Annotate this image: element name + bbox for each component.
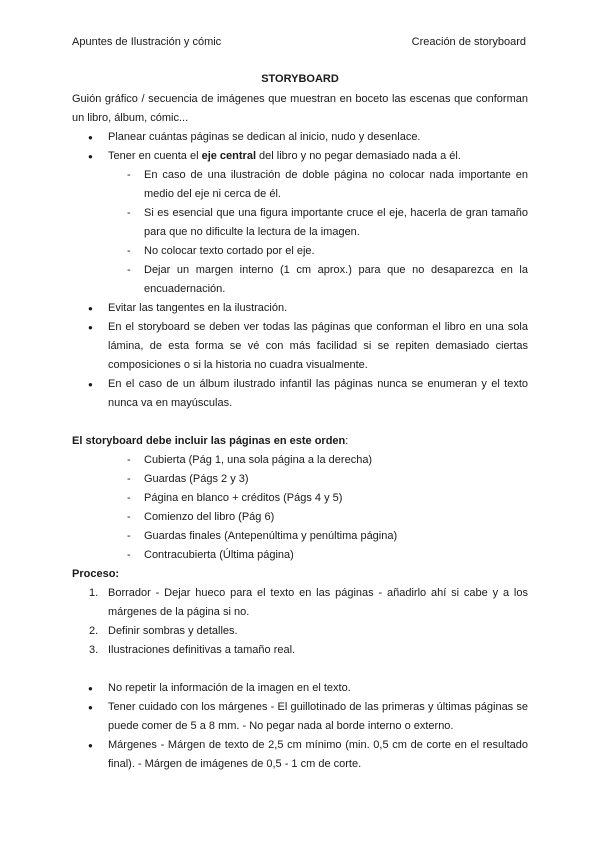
list-item: - No colocar texto cortado por el eje. (72, 242, 528, 261)
list-item: - Guardas finales (Antepenúltima y penúltima página) (72, 527, 528, 546)
bullet-list-1 (72, 128, 528, 166)
spacer (72, 413, 528, 432)
item-number: 2. (89, 625, 99, 637)
list-item: - Dejar un margen interno (1 cm aprox.) para que no desaparezca en la encuadernación. (72, 261, 528, 299)
list-item: - Cubierta (Pág 1, una sola página a la derecha) (72, 451, 528, 470)
orden-heading-text: El storyboard debe incluir las páginas en este orden (72, 435, 346, 447)
bullet-list-2 (72, 299, 528, 413)
document-body (72, 70, 528, 774)
page-title: STORYBOARD (261, 73, 339, 85)
item-number: 1. (89, 587, 99, 599)
bullet-list-3 (72, 679, 528, 774)
eje-sub-list (72, 166, 528, 299)
item-text: Borrador - Dejar hueco para el texto en las páginas - añadirlo ahí si cabe y a los márgenes de la página si no. (108, 587, 528, 618)
orden-list (72, 451, 528, 565)
list-item: - Guardas (Págs 2 y 3) (72, 470, 528, 489)
list-item (72, 622, 528, 641)
item-number: 3. (89, 644, 99, 656)
proceso-heading: Proceso: (72, 568, 120, 580)
header-right: Creación de storyboard (411, 36, 526, 48)
list-item: ● En el storyboard se deben ver todas las páginas que conforman el libro en una sola lámina, de esta forma se vé con más facilidad si se repiten demasiado ciertas composiciones o si la historia no cuadra visualmente. (72, 318, 528, 375)
orden-heading (72, 432, 528, 451)
eje-post: del libro y no pegar demasiado nada a él. (256, 150, 461, 162)
list-item: ● Evitar las tangentes en la ilustración. (72, 299, 528, 318)
intro-paragraph: Guión gráfico / secuencia de imágenes que muestran en boceto las escenas que conforman un libro, álbum, cómic... (72, 93, 528, 124)
item-text: Ilustraciones definitivas a tamaño real. (108, 644, 296, 656)
eje-bold: eje central (201, 150, 256, 162)
header-left: Apuntes de Ilustración y cómic (72, 36, 222, 48)
list-item (72, 584, 528, 622)
proceso-list (72, 584, 528, 660)
list-item: ● Márgenes - Márgen de texto de 2,5 cm mínimo (min. 0,5 cm de corte en el resultado final). - Márgen de imágenes de 0,5 - 1 cm de corte. (72, 736, 528, 774)
orden-heading-colon: : (345, 435, 349, 447)
list-item (72, 641, 528, 660)
list-item: ● En el caso de un álbum ilustrado infantil las páginas nunca se enumeran y el texto nunca va en mayúsculas. (72, 375, 528, 413)
spacer (72, 660, 528, 679)
list-item: - Comienzo del libro (Pág 6) (72, 508, 528, 527)
item-text: Definir sombras y detalles. (108, 625, 238, 637)
list-item: - Contracubierta (Última página) (72, 546, 528, 565)
list-item: ● Planear cuántas páginas se dedican al inicio, nudo y desenlace. (72, 128, 528, 147)
list-item-eje (72, 147, 528, 166)
list-item: - En caso de una ilustración de doble página no colocar nada importante en medio del eje ni cerca de él. (72, 166, 528, 204)
list-item: ● No repetir la información de la imagen en el texto. (72, 679, 528, 698)
eje-pre: Tener en cuenta el (108, 150, 202, 162)
list-item: - Página en blanco + créditos (Págs 4 y 5) (72, 489, 528, 508)
list-item: ● Tener cuidado con los márgenes - El guillotinado de las primeras y últimas páginas se puede comer de 5 a 8 mm. - No pegar nada al borde interno o externo. (72, 698, 528, 736)
list-item: - Si es esencial que una figura importante cruce el eje, hacerla de gran tamaño para que no dificulte la lectura de la imagen. (72, 204, 528, 242)
